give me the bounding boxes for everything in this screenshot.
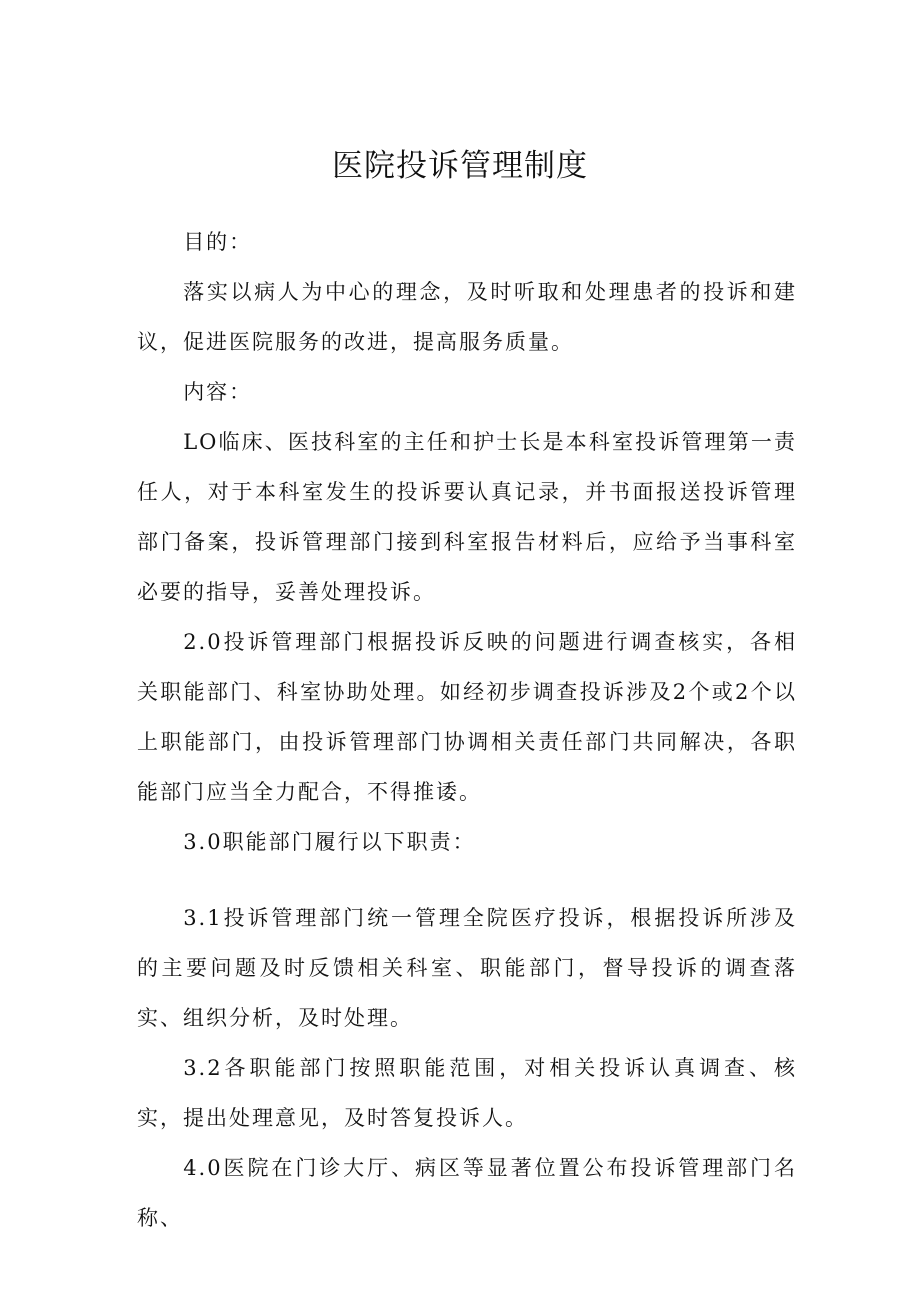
paragraph-item-1: LO临床、医技科室的主任和护士长是本科室投诉管理第一责任人，对于本科室发生的投诉要认真记录，并书面报送投诉管理部门备案，投诉管理部门接到科室报告材料后，应给予当事科室必要的指导，妥善处理投诉。 xyxy=(137,430,797,604)
section-heading-purpose: 目的： xyxy=(183,230,253,254)
paragraph-item-2: 2.0投诉管理部门根据投诉反映的问题进行调查核实，各相关职能部门、科室协助处理。如经初步调查投诉涉及2个或2个以上职能部门，由投诉管理部门协调相关责任部门共同解决，各职能部门应当全力配合，不得推诿。 xyxy=(137,630,797,804)
paragraph-purpose-text: 落实以病人为中心的理念，及时听取和处理患者的投诉和建议，促进医院服务的改进，提高服务质量。 xyxy=(137,280,797,354)
document-body xyxy=(137,217,797,1243)
paragraph-item-3: 3.0职能部门履行以下职责： xyxy=(183,830,476,854)
paragraph-item-4: 4.0医院在门诊大厅、病区等显著位置公布投诉管理部门名称、 xyxy=(137,1156,797,1230)
section-heading-content: 内容： xyxy=(183,380,253,404)
paragraph-item-3-1: 3.1投诉管理部门统一管理全院医疗投诉，根据投诉所涉及的主要问题及时反馈相关科室、职能部门，督导投诉的调查落实、组织分析，及时处理。 xyxy=(137,906,797,1030)
paragraph-item-3-2: 3.2各职能部门按照职能范围，对相关投诉认真调查、核实，提出处理意见，及时答复投诉人。 xyxy=(137,1056,797,1130)
document-title: 医院投诉管理制度 xyxy=(332,148,588,184)
